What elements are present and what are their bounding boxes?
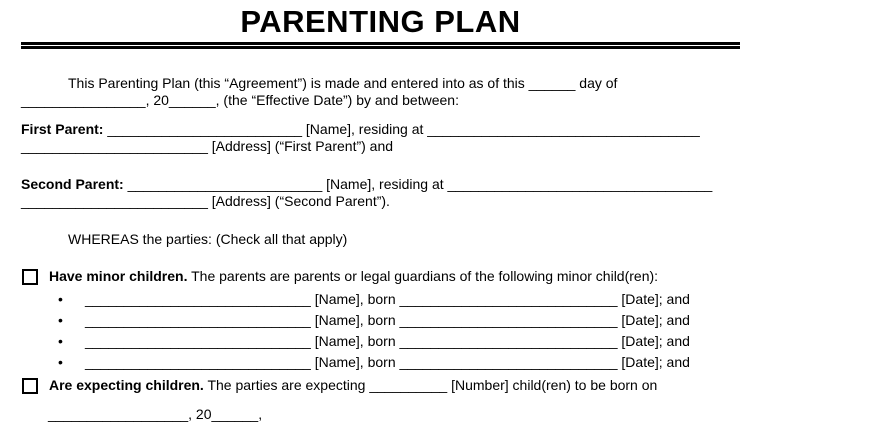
are-expecting-description: The parties are expecting __________ [Number] child(ren) to be born on: [203, 377, 658, 393]
children-list: [21, 289, 740, 373]
intro-line-2: ________________, 20______, (the “Effective Date”) by and between:: [21, 92, 459, 108]
intro-line-1: This Parenting Plan (this “Agreement”) is made and entered into as of this ______ day of: [68, 75, 618, 91]
second-parent-name-blank: _________________________ [Name], residing at __________________________________: [123, 176, 713, 192]
have-minor-children-checkbox[interactable]: [22, 269, 38, 285]
bullet-icon: •: [58, 291, 63, 307]
bullet-icon: •: [58, 354, 63, 370]
second-parent-label: Second Parent:: [21, 176, 124, 192]
expecting-date-line: __________________, 20______,: [48, 406, 263, 422]
are-expecting-checkbox[interactable]: [22, 378, 38, 394]
document-title: PARENTING PLAN: [240, 4, 521, 39]
second-parent-address-line: ________________________ [Address] (“Second Parent”).: [21, 193, 390, 209]
child-row-text: _____________________________ [Name], born ____________________________ [Date]; and: [85, 354, 690, 370]
have-minor-children-row: [21, 268, 740, 285]
first-parent-label: First Parent:: [21, 121, 104, 137]
have-minor-children-label: Have minor children.: [49, 268, 188, 284]
first-parent-address-line: ________________________ [Address] (“First Parent”) and: [21, 138, 394, 154]
bullet-icon: •: [58, 312, 63, 328]
child-row: [21, 352, 740, 373]
first-parent-name-line: [21, 121, 740, 138]
bullet-icon: •: [58, 333, 63, 349]
first-parent-paragraph: [21, 121, 740, 155]
have-minor-children-text: [49, 268, 740, 285]
child-row: [21, 289, 740, 310]
child-row: [21, 310, 740, 331]
second-parent-paragraph: [21, 176, 740, 210]
are-expecting-row: [21, 377, 740, 394]
document-content: [21, 0, 740, 423]
are-expecting-text: [49, 377, 740, 394]
whereas-line: WHEREAS the parties: (Check all that apply): [68, 231, 348, 247]
are-expecting-label: Are expecting children.: [49, 377, 204, 393]
first-parent-name-blank: _________________________ [Name], residing at ___________________________________: [103, 121, 700, 137]
title-divider: [21, 42, 740, 49]
child-row-text: _____________________________ [Name], born ____________________________ [Date]; and: [85, 333, 690, 349]
child-row-text: _____________________________ [Name], born ____________________________ [Date]; and: [85, 312, 690, 328]
child-row: [21, 331, 740, 352]
second-parent-name-line: [21, 176, 740, 193]
have-minor-children-description: The parents are parents or legal guardians of the following minor child(ren):: [187, 268, 659, 284]
intro-paragraph: [21, 75, 740, 109]
child-row-text: _____________________________ [Name], born ____________________________ [Date]; and: [85, 291, 690, 307]
